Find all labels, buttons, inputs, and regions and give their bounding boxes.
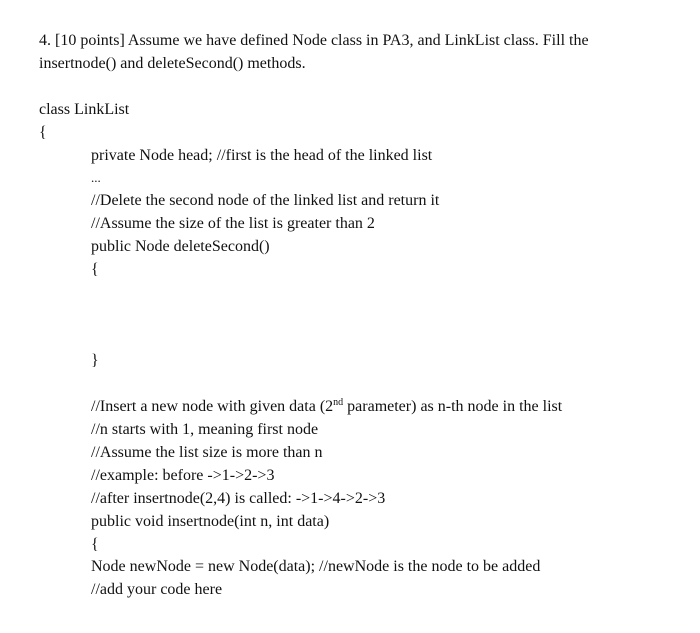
ordinal-superscript: nd: [333, 397, 344, 408]
insert-comment-1-post: parameter) as n-th node in the list: [343, 398, 563, 415]
delete-second-signature: public Node deleteSecond(): [91, 238, 270, 255]
delete-comment-1: //Delete the second node of the linked list and return it: [91, 192, 440, 209]
insertnode-open-brace: {: [91, 536, 99, 553]
question-line-1: 4. [10 points] Assume we have defined Node class in PA3, and LinkList class. Fill the: [39, 32, 589, 49]
insert-comment-3: //Assume the list size is more than n: [91, 444, 323, 461]
insert-comment-1-pre: //Insert a new node with given data (2: [91, 398, 334, 415]
ellipsis: ...: [91, 170, 101, 185]
insert-comment-1: [91, 397, 562, 417]
delete-second-close-brace: }: [91, 352, 99, 369]
insert-comment-2: //n starts with 1, meaning first node: [91, 421, 319, 438]
delete-comment-2: //Assume the size of the list is greater than 2: [91, 215, 375, 232]
insertnode-signature: public void insertnode(int n, int data): [91, 513, 330, 530]
insertnode-body-2: //add your code here: [91, 581, 223, 598]
head-field-declaration: private Node head; //first is the head of the linked list: [91, 147, 433, 164]
question-line-2: insertnode() and deleteSecond() methods.: [39, 55, 306, 72]
delete-second-open-brace: {: [91, 261, 99, 278]
insertnode-body-1: Node newNode = new Node(data); //newNode is the node to be added: [91, 558, 541, 575]
insert-comment-5: //after insertnode(2,4) is called: ->1->4->2->3: [91, 490, 386, 507]
class-open-brace: {: [39, 124, 47, 141]
insert-comment-4: //example: before ->1->2->3: [91, 467, 275, 484]
class-declaration: class LinkList: [39, 101, 130, 118]
